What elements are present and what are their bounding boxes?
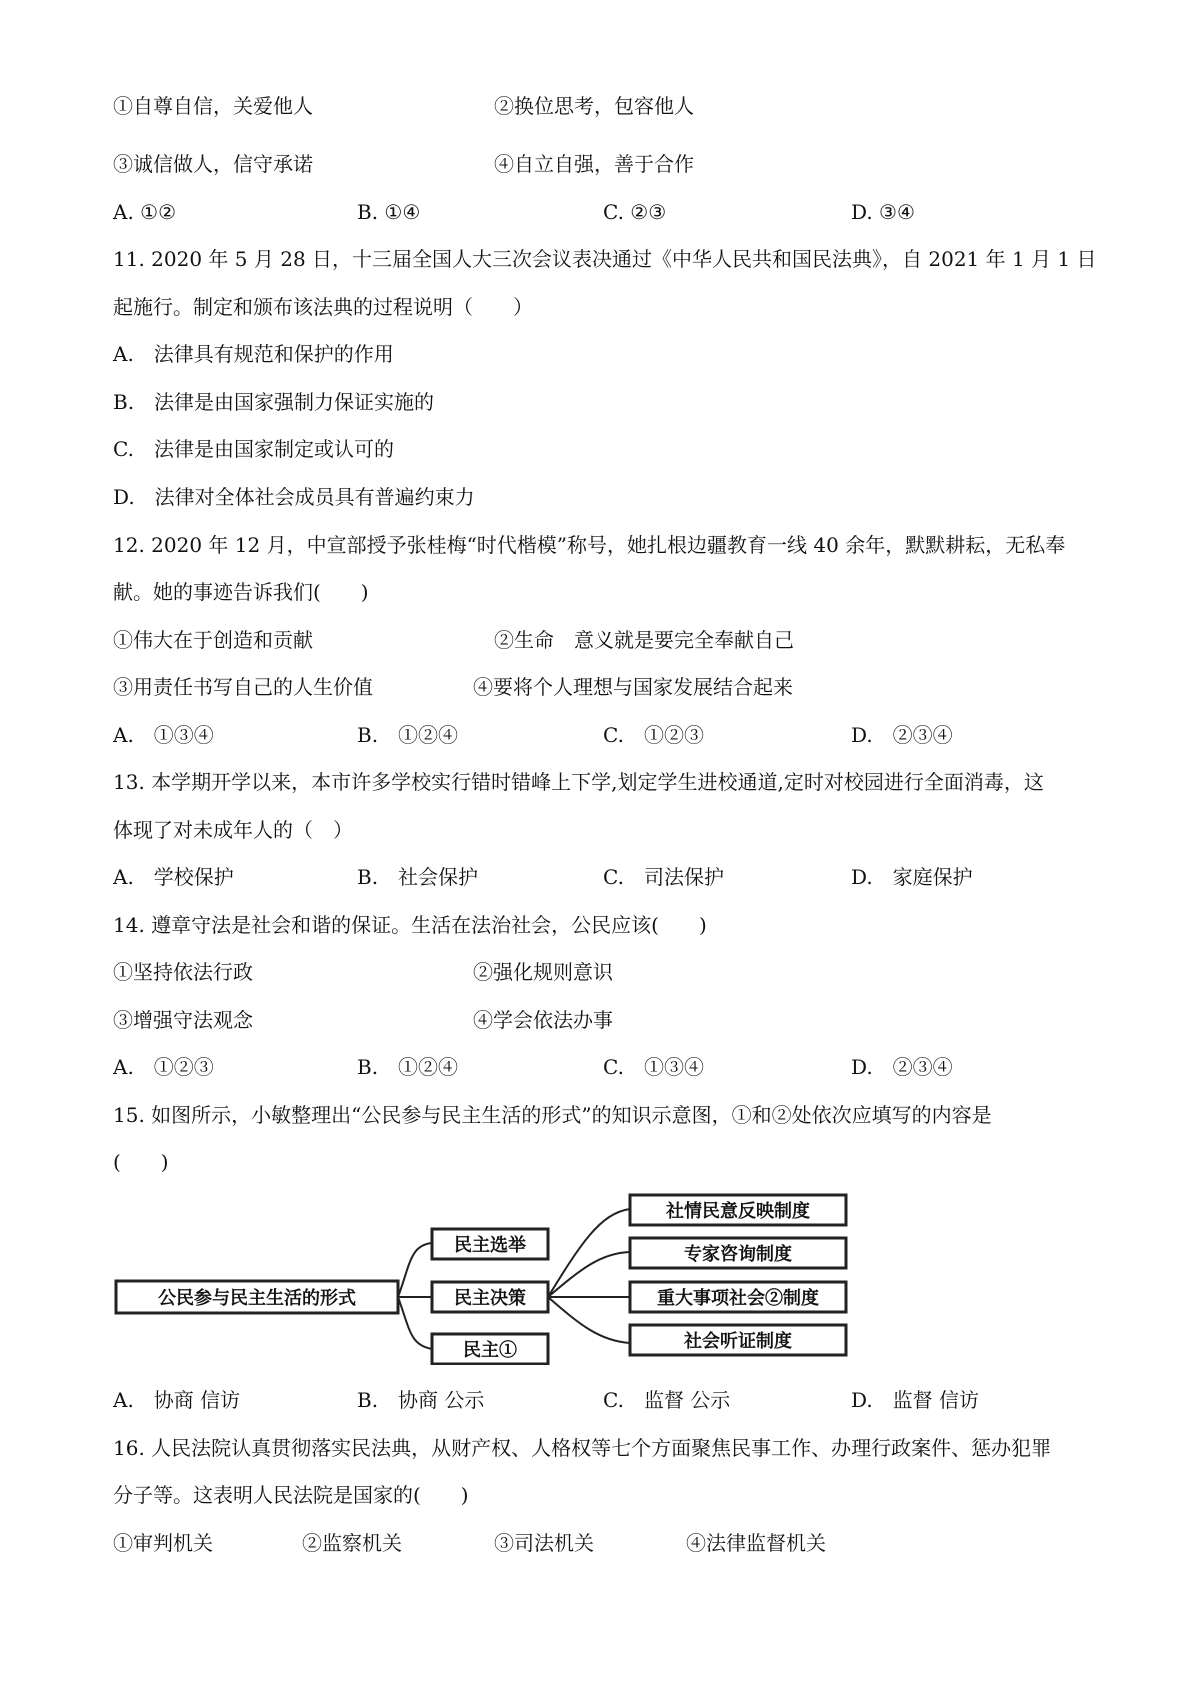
diagram-mid-label-3: 民主①: [463, 1340, 517, 1361]
q15-option-d: D. 监督 信访: [851, 1388, 980, 1412]
q16-stem-line2: 分子等。这表明人民法院是国家的( ): [113, 1483, 469, 1507]
q16-stem-line1: 16. 人民法院认真贯彻落实民法典，从财产权、人格权等七个方面聚焦民事工作、办理行政案件、惩办犯罪: [113, 1436, 1052, 1460]
q14-item-4: ④学会依法办事: [473, 1008, 613, 1032]
q11-stem-line1: 11. 2020 年 5 月 28 日，十三届全国人大三次会议表决通过《中华人民共和国民法典》，自 2021 年 1 月 1 日: [113, 247, 1097, 271]
q16-item-2: ②监察机关: [302, 1531, 402, 1555]
q11-stem-line2: 起施行。制定和颁布该法典的过程说明（ ）: [113, 295, 533, 319]
q14-stem: 14. 遵章守法是社会和谐的保证。生活在法治社会，公民应该( ): [113, 913, 707, 937]
diagram-mid-label-2: 民主决策: [454, 1288, 526, 1309]
q12-item-2: ②生命 意义就是要完全奉献自己: [494, 628, 794, 652]
q15-stem-line2: ( ): [113, 1150, 169, 1174]
q12-option-a: A. ①③④: [113, 723, 214, 747]
q12-option-d: D. ②③④: [851, 723, 953, 747]
q11-option-a: A. 法律具有规范和保护的作用: [113, 342, 394, 366]
diagram-mid-box-3: [432, 1334, 548, 1364]
diagram-right-label-2: 专家咨询制度: [684, 1244, 792, 1265]
q12-item-4: ④要将个人理想与国家发展结合起来: [473, 675, 793, 699]
diagram-right-label-3: 重大事项社会②制度: [657, 1288, 819, 1309]
diagram-right-box-1: [630, 1195, 846, 1225]
q12-option-b: B. ①②④: [357, 723, 459, 747]
q15-option-c: C. 监督 公示: [603, 1388, 731, 1412]
diagram-mid-box-1: [432, 1229, 548, 1259]
q14-option-d: D. ②③④: [851, 1055, 953, 1079]
diagram-right-box-2: [630, 1238, 846, 1268]
q16-item-1: ①审判机关: [113, 1531, 213, 1555]
diagram-mid-box-2: [432, 1282, 548, 1312]
q11-option-d: D. 法律对全体社会成员具有普遍约束力: [113, 485, 475, 509]
diagram-right-label-4: 社会听证制度: [684, 1331, 792, 1352]
q10-item-4: ④自立自强，善于合作: [494, 152, 694, 176]
diagram-root-box: [116, 1281, 398, 1313]
q10-option-c: C. ②③: [603, 200, 667, 224]
q14-item-2: ②强化规则意识: [473, 960, 613, 984]
q14-option-c: C. ①③④: [603, 1055, 704, 1079]
q15-stem-line1: 15. 如图所示，小敏整理出“公民参与民主生活的形式”的知识示意图，①和②处依次应填写的内容是: [113, 1103, 992, 1127]
diagram-right-box-3: [630, 1282, 846, 1312]
q10-option-b: B. ①④: [357, 200, 421, 224]
diagram-right-label-1: 社情民意反映制度: [666, 1201, 810, 1222]
q13-stem-line2: 体现了对未成年人的（ ）: [113, 818, 353, 842]
q12-stem-line1: 12. 2020 年 12 月，中宣部授予张桂梅“时代楷模”称号，她扎根边疆教育一线 40 余年，默默耕耘，无私奉: [113, 533, 1066, 557]
q11-option-c: C. 法律是由国家制定或认可的: [113, 437, 394, 461]
q14-item-1: ①坚持依法行政: [113, 960, 253, 984]
q12-item-3: ③用责任书写自己的人生价值: [113, 675, 373, 699]
diagram-right-box-4: [630, 1325, 846, 1355]
q14-option-b: B. ①②④: [357, 1055, 459, 1079]
q13-stem-line1: 13. 本学期开学以来，本市许多学校实行错时错峰上下学,划定学生进校通道,定时对校园进行全面消毒，这: [113, 770, 1044, 794]
q12-item-1: ①伟大在于创造和贡献: [113, 628, 313, 652]
q10-option-a: A. ①②: [113, 200, 177, 224]
q12-stem-line2: 献。她的事迹告诉我们( ): [113, 580, 369, 604]
q14-item-3: ③增强守法观念: [113, 1008, 253, 1032]
q15-option-a: A. 协商 信访: [113, 1388, 241, 1412]
diagram-mid-label-1: 民主选举: [454, 1235, 526, 1256]
q10-option-d: D. ③④: [851, 200, 915, 224]
q14-option-a: A. ①②③: [113, 1055, 214, 1079]
q16-item-3: ③司法机关: [494, 1531, 594, 1555]
q13-option-d: D. 家庭保护: [851, 865, 973, 889]
q13-option-a: A. 学校保护: [113, 865, 234, 889]
q15-diagram: [110, 1185, 850, 1365]
diagram-root-label: 公民参与民主生活的形式: [158, 1288, 356, 1309]
q16-item-4: ④法律监督机关: [686, 1531, 826, 1555]
q10-item-1: ①自尊自信，关爱他人: [113, 94, 313, 118]
q10-item-3: ③诚信做人，信守承诺: [113, 152, 313, 176]
q13-option-b: B. 社会保护: [357, 865, 479, 889]
q10-item-2: ②换位思考，包容他人: [494, 94, 694, 118]
q13-option-c: C. 司法保护: [603, 865, 724, 889]
q11-option-b: B. 法律是由国家强制力保证实施的: [113, 390, 435, 414]
q15-option-b: B. 协商 公示: [357, 1388, 485, 1412]
q12-option-c: C. ①②③: [603, 723, 704, 747]
